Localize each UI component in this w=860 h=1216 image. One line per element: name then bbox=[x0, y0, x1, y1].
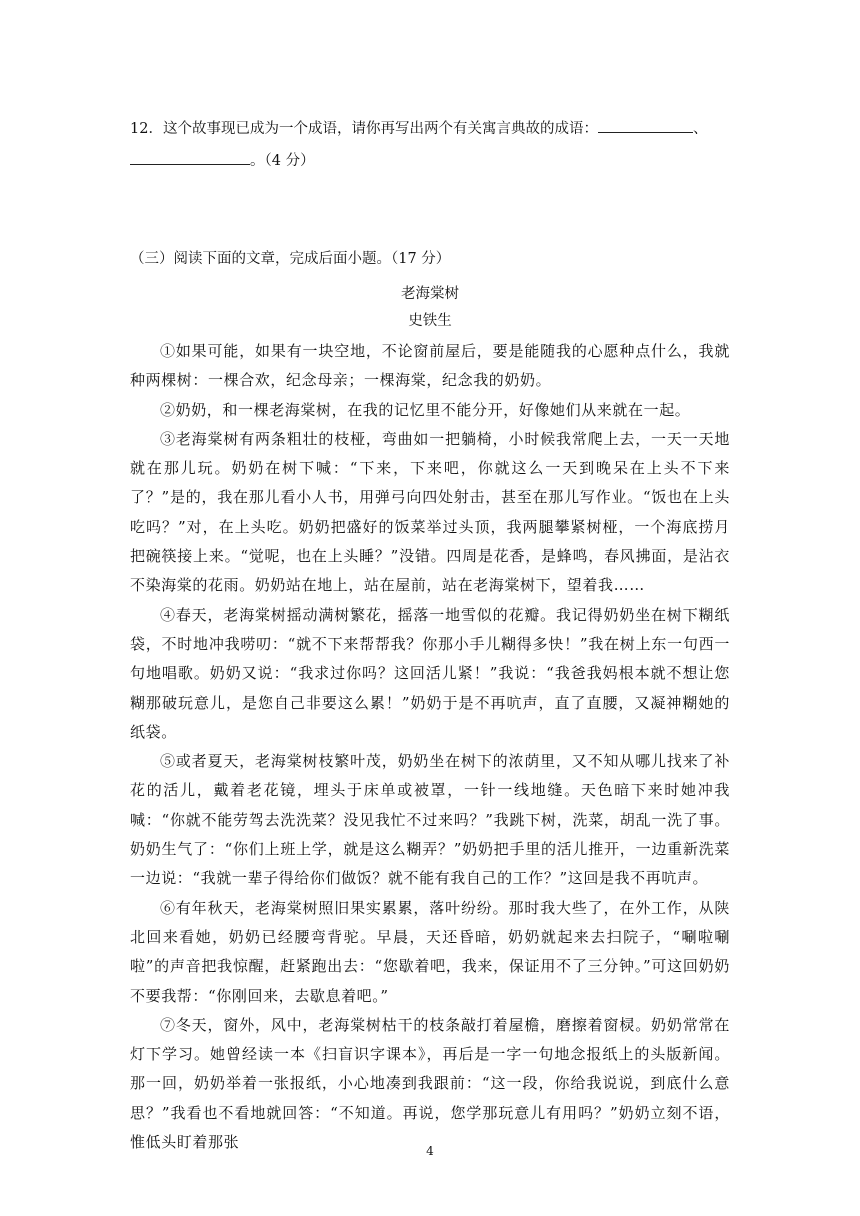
paragraph-6: ⑥有年秋天，老海棠树照旧果实累累，落叶纷纷。那时我大些了，在外工作，从陕北回来看她，奶奶已经腰弯背驼。早晨，天还昏暗，奶奶就起来去扫院子，“唰啦唰啦”的声音把我惊醒，赶紧跑出去：“您歇着吧，我来，保证用不了三分钟。”可这回奶奶不要我帮：“你刚回来，去歇息着吧。” bbox=[130, 898, 730, 1005]
section-heading: （三）阅读下面的文章，完成后面小题。（17 分） bbox=[130, 251, 451, 267]
paragraph-7: ⑦冬天，窗外，风中，老海棠树枯干的枝条敲打着屋檐，磨擦着窗棂。奶奶常常在灯下学习。她曾经读一本《扫盲识字课本》，再后是一字一句地念报纸上的头版新闻。那一回，奶奶举着一张报纸，小心地凑到我跟前：“这一段，你给我说说，到底什么意思？”我看也不看地就回答：“不知道。再说，您学那玩意儿有用吗？”奶奶立刻不语，惟低头盯着那张 bbox=[130, 1015, 730, 1152]
question-12-text: 12．这个故事现已成为一个成语，请你再写出两个有关寓言典故的成语： bbox=[130, 121, 598, 137]
paragraph-1: ①如果可能，如果有一块空地，不论窗前屋后，要是能随我的心愿种点什么，我就种两棵树：一棵合欢，纪念母亲；一棵海棠，纪念我的奶奶。 bbox=[130, 342, 730, 390]
question-12-score: 。（4 分） bbox=[250, 153, 315, 169]
article-author: 史铁生 bbox=[408, 313, 452, 329]
paragraph-4: ④春天，老海棠树摇动满树繁花，摇落一地雪似的花瓣。我记得奶奶坐在树下糊纸袋，不时地冲我唠叨：“就不下来帮帮我？你那小手儿糊得多快！”我在树上东一句西一句地唱歌。奶奶又说：“我求过你吗？这回活儿紧！”我说：“我爸我妈根本就不想让您糊那破玩意儿，是您自己非要这么累！”奶奶于是不再吭声，直了直腰，又凝神糊她的纸袋。 bbox=[130, 605, 730, 741]
answer-blank-1[interactable] bbox=[598, 116, 693, 133]
page-number: 4 bbox=[426, 1144, 434, 1158]
paragraph-2: ②奶奶，和一棵老海棠树，在我的记忆里不能分开，好像她们从来就在一起。 bbox=[160, 400, 691, 419]
question-12-line-1 bbox=[130, 113, 730, 145]
article-body bbox=[130, 337, 730, 1157]
question-12 bbox=[130, 113, 730, 177]
answer-blank-2[interactable] bbox=[130, 148, 250, 165]
question-12-separator: 、 bbox=[692, 121, 708, 137]
question-12-line-2 bbox=[130, 145, 730, 177]
paragraph-3: ③老海棠树有两条粗壮的枝桠，弯曲如一把躺椅，小时候我常爬上去，一天一天地就在那儿玩。奶奶在树下喊：“下来，下来吧，你就这么一天到晚呆在上头不下来了？”是的，我在那儿看小人书，用弹弓向四处射击，甚至在那儿写作业。“饭也在上头吃吗？”对，在上头吃。奶奶把盛好的饭菜举过头顶，我两腿攀紧树桠，一个海底捞月把碗筷接上来。“觉呢，也在上头睡？”没错。四周是花香，是蜂鸣，春风拂面，是沾衣不染海棠的花雨。奶奶站在地上，站在屋前，站在老海棠树下，望着我…… bbox=[130, 429, 730, 595]
paragraph-5: ⑤或者夏天，老海棠树枝繁叶茂，奶奶坐在树下的浓荫里，又不知从哪儿找来了补花的活儿，戴着老花镜，埋头于床单或被罩，一针一线地缝。天色暗下来时她冲我喊：“你就不能劳驾去洗洗菜？没见我忙不过来吗？”我跳下树，洗菜，胡乱一洗了事。奶奶生气了：“你们上班上学，就是这么糊弄？”奶奶把手里的活儿推开，一边重新洗菜一边说：“我就一辈子得给你们做饭？就不能有我自己的工作？”这回是我不再吭声。 bbox=[130, 752, 730, 888]
article-title: 老海棠树 bbox=[401, 286, 459, 302]
